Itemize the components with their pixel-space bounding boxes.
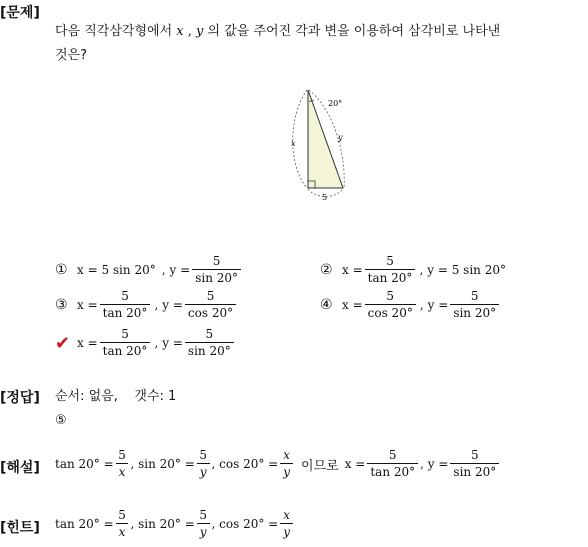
question-line2: 것은? <box>55 48 88 63</box>
option-3-x-frac: $\frac{5}{\tan 20^\circ}$ <box>100 289 151 321</box>
answer-header: [정답] <box>0 390 40 406</box>
question-line1-b: 의 값을 주어진 각과 변을 이용하여 삼각비로 나타낸 <box>207 24 501 39</box>
option-4-y-frac: $\frac{5}{\sin 20^\circ}$ <box>450 289 499 321</box>
question-text <box>55 20 583 68</box>
exp-x-lhs: x = <box>344 457 366 471</box>
var-x: x <box>176 24 184 39</box>
option-4-x-frac: $\frac{5}{\cos 20^\circ}$ <box>365 289 416 321</box>
option-1-marker: ① <box>55 262 68 278</box>
hint-tan-frac: $\frac{5}{x}$ <box>116 508 129 540</box>
hint-sin-frac: $\frac{5}{y}$ <box>197 508 210 540</box>
side-x-label: x <box>291 139 296 148</box>
option-1-y-lhs: y = <box>169 263 191 277</box>
option-3-x-lhs: x = <box>77 298 98 312</box>
option-3-marker: ③ <box>55 297 68 313</box>
side-5-label: 5 <box>322 193 328 202</box>
angle-label: 20° <box>328 99 343 108</box>
option-1-y-frac: $\frac{5}{\sin 20^\circ}$ <box>192 254 241 286</box>
option-3-y-lhs: y = <box>162 298 183 312</box>
option-5-x-lhs: x = <box>77 336 98 350</box>
option-5-x-frac: $\frac{5}{\tan 20^\circ}$ <box>100 327 151 359</box>
question-line1-a: 다음 직각삼각형에서 <box>55 24 173 39</box>
var-y: y <box>196 24 204 39</box>
exp-y-lhs: , y = <box>420 457 449 471</box>
option-3[interactable]: ③ x = $\frac{5}{\tan 20^\circ}$ , y = $\frac{5}{\cos 20^\circ}$ <box>55 289 238 321</box>
option-5-y-lhs: y = <box>162 336 183 350</box>
exp-mid: 이므로 <box>301 458 339 474</box>
hint-sin-lhs: , sin 20° = <box>130 517 195 531</box>
triangle-figure <box>280 86 370 206</box>
exp-sin-frac: $\frac{5}{y}$ <box>197 448 210 480</box>
option-1-x: x = 5 sin 20° <box>77 263 156 277</box>
exp-sin-lhs: , sin 20° = <box>130 457 195 471</box>
hint-cos-frac: $\frac{x}{y}$ <box>280 508 293 540</box>
hint-formula <box>55 508 295 540</box>
option-4-y-lhs: y = <box>427 298 449 312</box>
option-2[interactable]: ② x = $\frac{5}{\tan 20^\circ}$ , y = 5 sin 20° <box>320 254 506 285</box>
option-2-x-lhs: x = <box>342 263 363 277</box>
option-5-y-frac: $\frac{5}{\sin 20^\circ}$ <box>185 327 234 359</box>
hint-cos-lhs: , cos 20° = <box>211 517 279 531</box>
exp-tan-lhs: tan 20° = <box>55 457 114 471</box>
option-1[interactable]: ① x = 5 sin 20° , y = $\frac{5}{\sin 20^\circ}$ <box>55 254 243 286</box>
comma: , <box>183 24 197 39</box>
check-icon: ✔ <box>55 332 71 354</box>
option-5[interactable]: ✔ x = $\frac{5}{\tan 20^\circ}$ , y = $\frac{5}{\sin 20^\circ}$ <box>55 327 236 359</box>
question-header: [문제] <box>0 5 40 21</box>
hint-tan-lhs: tan 20° = <box>55 517 114 531</box>
option-3-y-frac: $\frac{5}{\cos 20^\circ}$ <box>185 289 236 321</box>
answer-value: ⑤ <box>55 413 67 428</box>
option-2-x-frac: $\frac{5}{\tan 20^\circ}$ <box>365 254 416 286</box>
option-4-x-lhs: x = <box>342 298 363 312</box>
exp-tan-frac: $\frac{5}{x}$ <box>116 448 129 480</box>
exp-cos-frac: $\frac{x}{y}$ <box>280 448 293 480</box>
option-4-marker: ④ <box>320 297 333 313</box>
hint-header: [힌트] <box>0 520 40 536</box>
explanation-header: [해설] <box>0 460 40 476</box>
exp-y-frac: $\frac{5}{\sin 20^\circ}$ <box>450 448 499 480</box>
exp-x-frac: $\frac{5}{\tan 20^\circ}$ <box>367 448 418 480</box>
option-2-y: y = 5 sin 20° <box>427 263 506 277</box>
option-4[interactable]: ④ x = $\frac{5}{\cos 20^\circ}$ , y = $\frac{5}{\sin 20^\circ}$ <box>320 289 501 321</box>
answer-info: 순서: 없음, 갯수: 1 <box>55 389 177 404</box>
explanation-formula <box>55 448 501 480</box>
exp-cos-lhs: , cos 20° = <box>211 457 279 471</box>
side-y-label: y <box>338 133 343 142</box>
option-2-marker: ② <box>320 262 333 278</box>
